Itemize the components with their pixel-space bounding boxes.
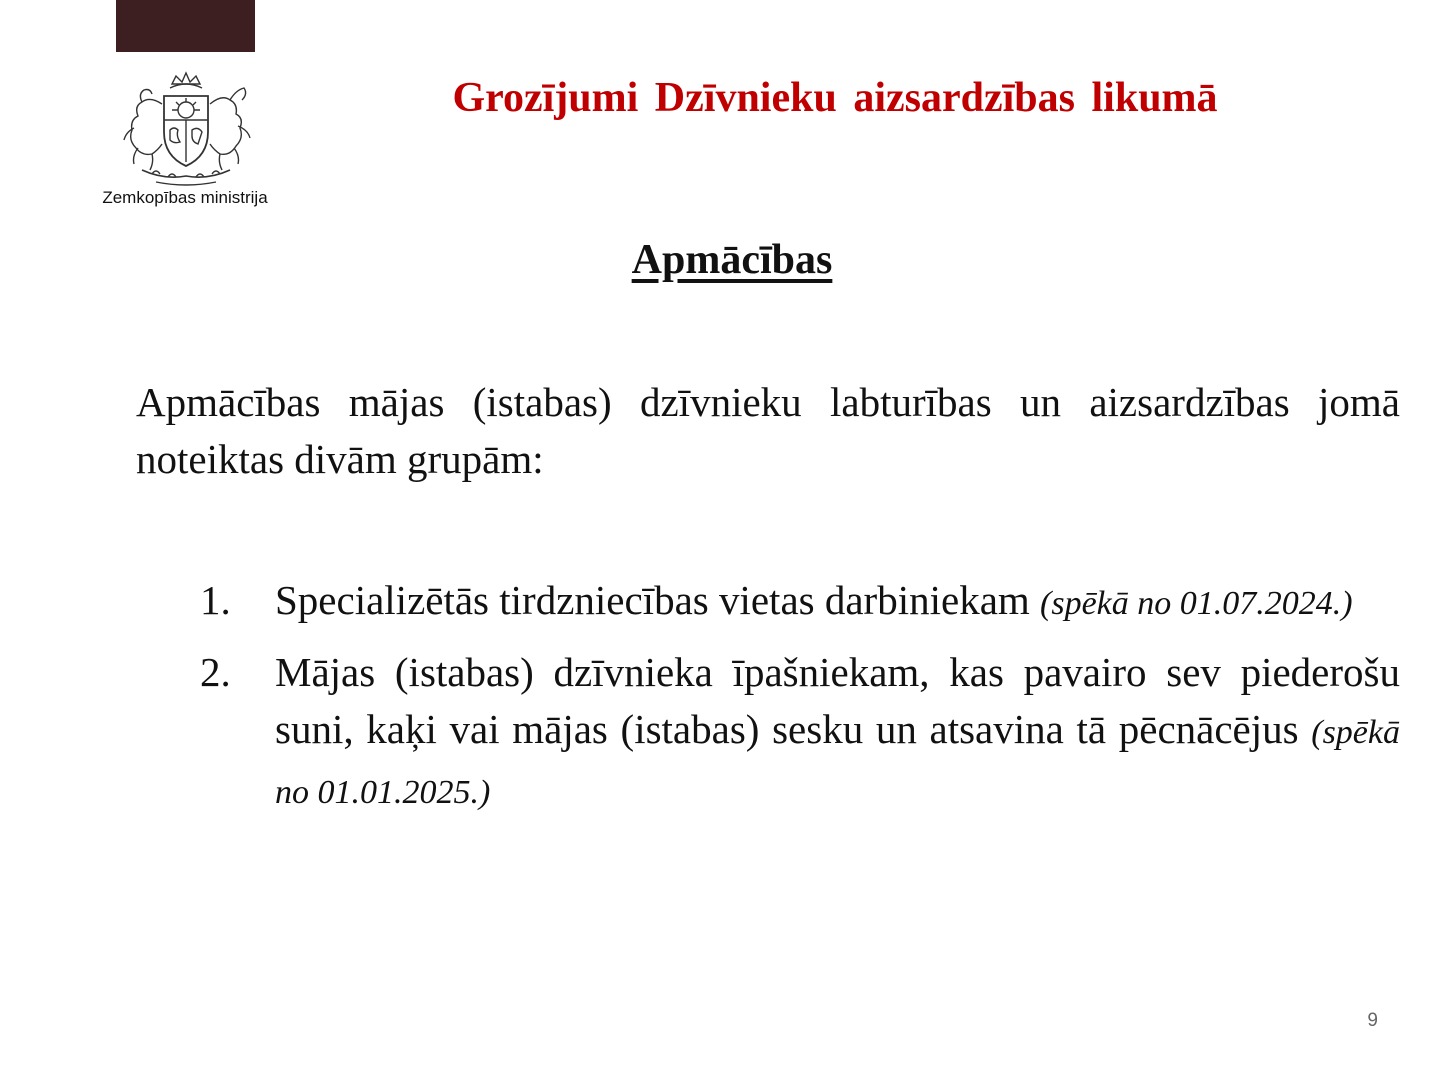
slide-title: Grozījumi Dzīvnieku aizsardzības likumā xyxy=(452,75,1218,121)
list-item-number: 1. xyxy=(200,577,231,623)
list-item xyxy=(200,644,1400,821)
list-item-text xyxy=(275,644,1400,821)
list-item-main-text: Specializētās tirdzniecības vietas darbiniekam xyxy=(275,577,1041,623)
section-heading: Apmācības xyxy=(631,237,833,283)
training-groups-list xyxy=(200,572,1400,821)
intro-paragraph: Apmācības mājas (istabas) dzīvnieku labturības un aizsardzības jomā noteiktas divām grupām: xyxy=(136,379,1400,482)
header-accent-bar xyxy=(116,0,255,52)
list-item xyxy=(200,572,1400,632)
effective-date-note: (spēkā no 01.07.2024.) xyxy=(1040,585,1353,622)
list-item-main-text: Mājas (istabas) dzīvnieka īpašniekam, kas pavairo sev piederošu suni, kaķi vai mājas (istabas) sesku un atsavina tā pēcnācējus xyxy=(275,649,1400,752)
list-item-number: 2. xyxy=(200,649,231,695)
page-number: 9 xyxy=(1367,1010,1378,1031)
ministry-name: Zemkopības ministrija xyxy=(102,188,268,207)
effective-date-note: (spēkā no 01.01.2025.) xyxy=(275,714,1400,811)
list-item-text xyxy=(275,572,1400,632)
latvian-coat-of-arms-icon xyxy=(112,70,260,188)
